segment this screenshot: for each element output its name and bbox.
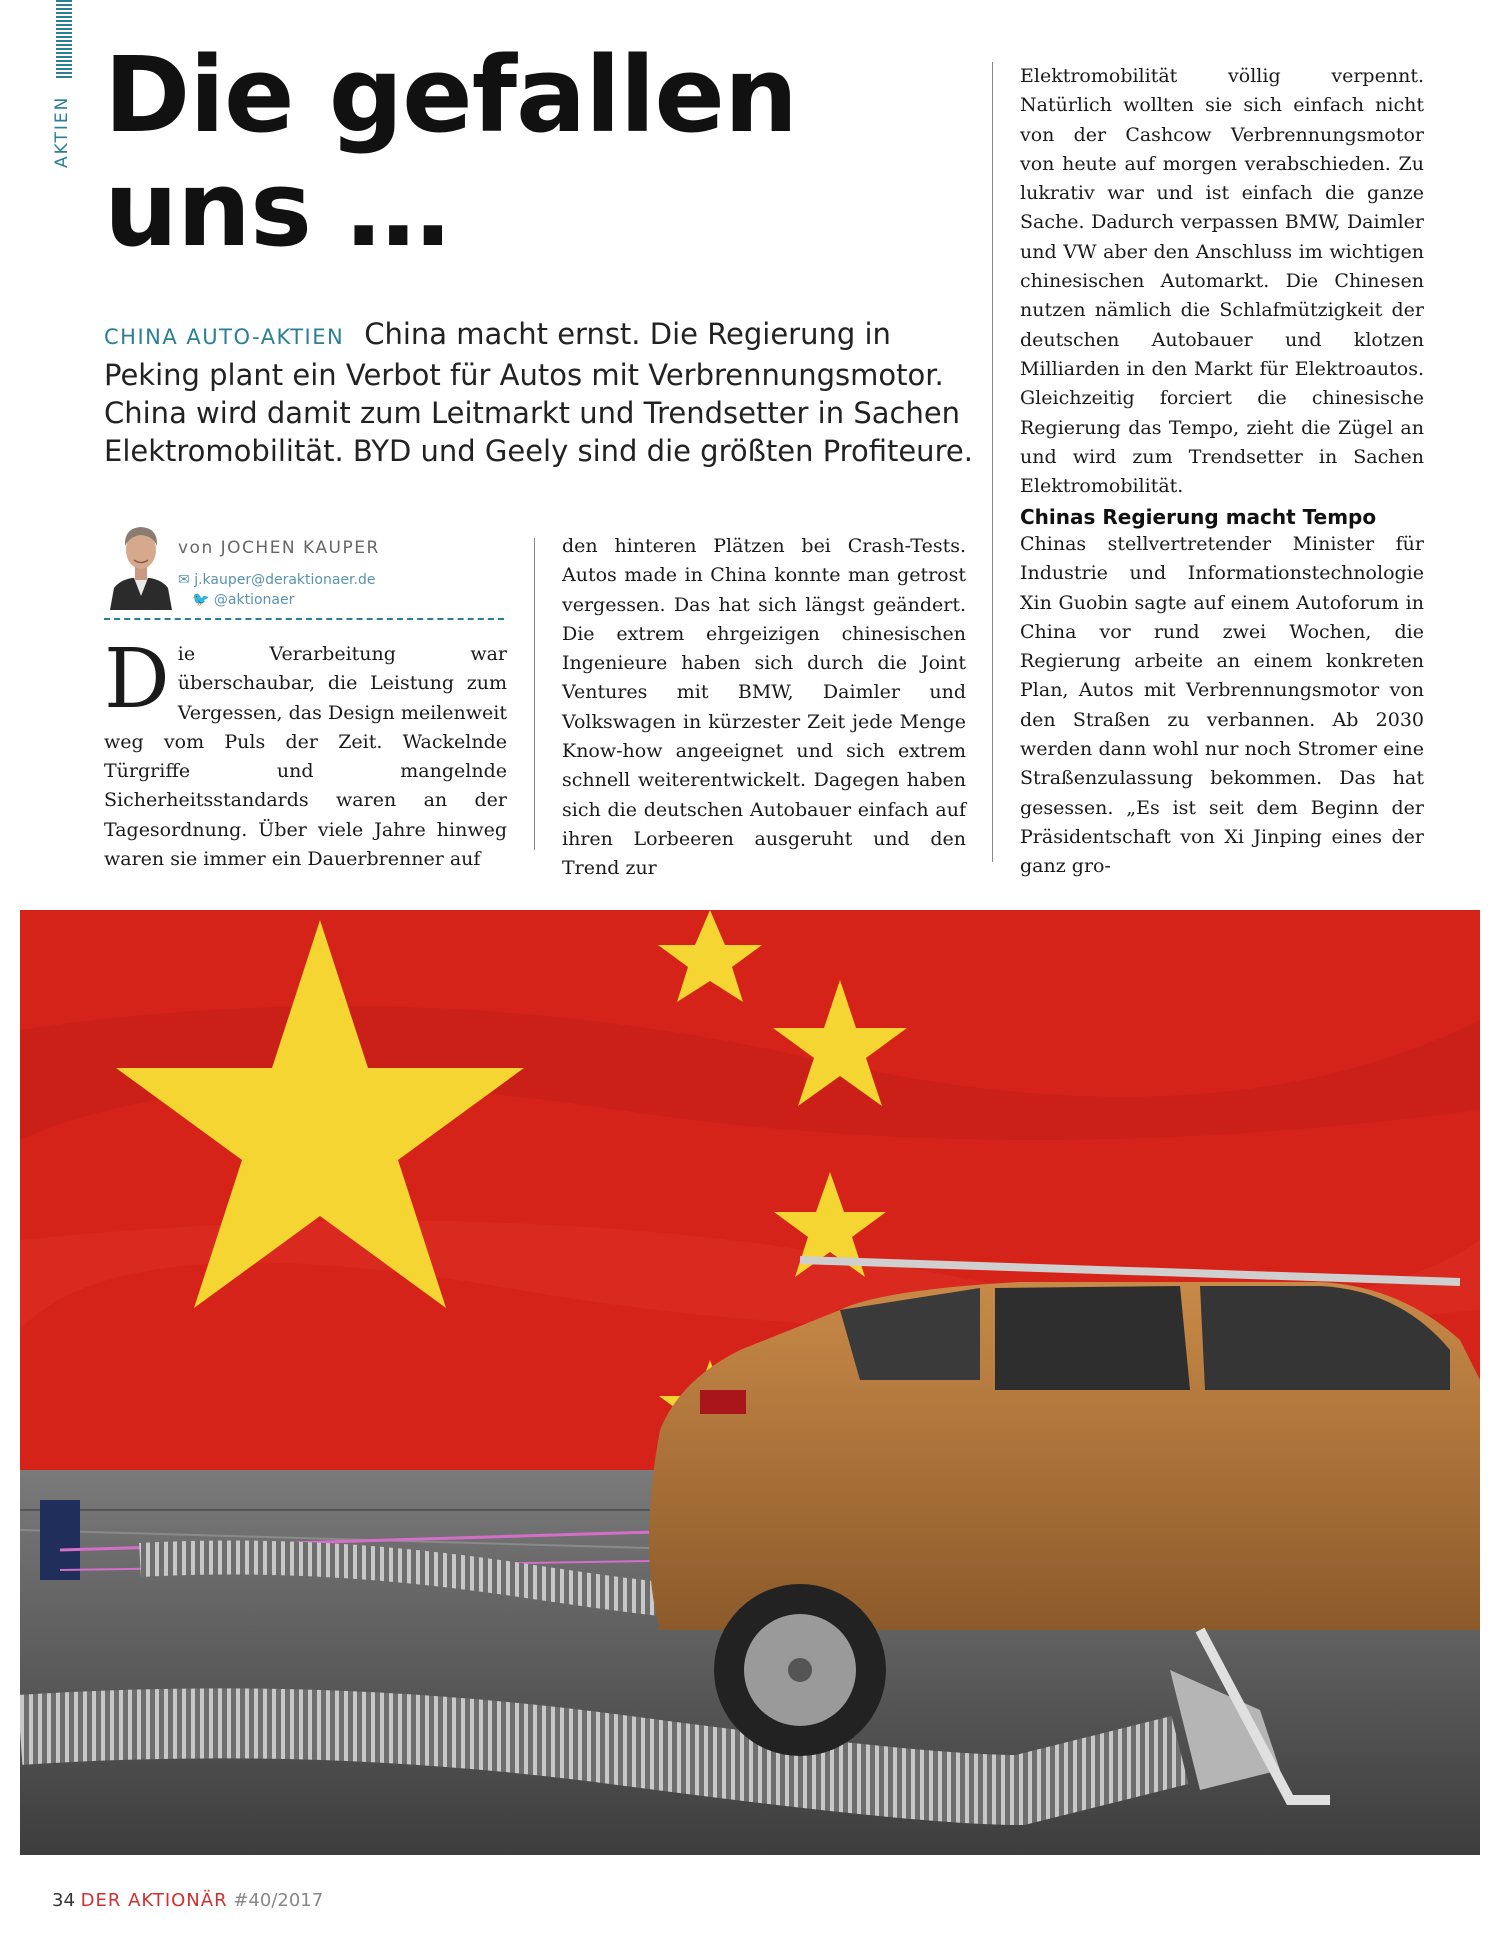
twitter-bird-icon: 🐦 bbox=[192, 592, 214, 608]
author-email-text: j.kauper@deraktionaer.de bbox=[194, 572, 376, 588]
author-email[interactable] bbox=[178, 572, 375, 588]
section-label: AKTIEN bbox=[52, 95, 72, 168]
byline-divider bbox=[104, 618, 504, 620]
hero-photo bbox=[20, 910, 1480, 1855]
page-number: 34 bbox=[52, 1890, 75, 1911]
body-column-2: den hinteren Plätzen bei Crash-Tests. Autos made in China konnte man getrost vergessen. Das hat sich längst geändert. Die extrem ehrgeizigen chinesischen Ingenieure haben sich durch die Joint Ventures mit BMW, Daimler und Volkswagen in kürzester Zeit jede Menge Know-how angeeignet und sich extrem schnell weiterentwickelt. Dagegen haben sich die deutschen Autobauer einfach auf ihren Lorbeeren ausgeruht und den Trend zur bbox=[562, 535, 966, 880]
mail-icon: ✉ bbox=[178, 572, 195, 588]
column-rule-2 bbox=[992, 62, 993, 862]
author-photo bbox=[108, 518, 174, 610]
column-rule-1 bbox=[534, 538, 535, 850]
lead-paragraph bbox=[104, 315, 984, 470]
page-footer bbox=[52, 1890, 323, 1911]
author-byline bbox=[104, 516, 504, 616]
subheading: Chinas Regierung macht Tempo bbox=[1020, 505, 1377, 529]
lead-text: China macht ernst. Die Regierung in Peking plant ein Verbot für Autos mit Verbrennungsmotor. China wird damit zum Leitmarkt und Trendsetter in Sachen Elektromobilität. BYD und Geely sind die größten Profiteure. bbox=[104, 317, 973, 468]
body-column-3: Elektromobilität völlig verpennt. Natürlich wollten sie sich einfach nicht von der Cashcow Verbrennungsmotor von heute auf morgen verabschieden. Zu lukrativ war und ist einfach die ganze Sache. Dadurch verpassen BMW, Daimler und VW aber den Anschluss im wichtigen chinesischen Automarkt. Die Chinesen nutzen nämlich die Schlafmützigkeit der deutschen Autobauer und klotzen Milliarden in den Markt für Elektroautos. Gleichzeitig forciert die chinesische Regierung das Tempo, zieht die Zügel an und wird zum Trendsetter in Sachen Elektromobilität. bbox=[1020, 65, 1424, 498]
lead-kicker: CHINA AUTO-AKTIEN bbox=[104, 325, 345, 349]
headline: Die gefallen uns … bbox=[104, 34, 797, 270]
body-column-1-text: ie Verarbeitung war überschaubar, die Leistung zum Vergessen, das Design meilenweit weg vom Puls der Zeit. Wackelnde Türgriffe und mangelnde Sicherheitsstandards waren an der Tagesordnung. Über viele Jahre hinweg waren sie immer ein Dauerbrenner auf bbox=[104, 643, 507, 871]
section-tab-bars bbox=[56, 0, 72, 80]
author-twitter[interactable] bbox=[192, 592, 294, 608]
author-twitter-text: @aktionaer bbox=[213, 592, 295, 608]
magazine-brand: DER AKTIONÄR bbox=[80, 1890, 228, 1911]
issue-number: #40/2017 bbox=[233, 1890, 324, 1911]
body-column-4: Chinas stellvertretender Minister für Industrie und Informationstechnologie Xin Guobin sagte auf einem Autoforum in China vor rund zwei Wochen, die Regierung arbeite an einem konkreten Plan, Autos mit Verbrennungsmotor von den Straßen zu verbannen. Ab 2030 werden dann wohl nur noch Stromer eine Straßenzulassung bekommen. Das hat gesessen. „Es ist seit dem Beginn der Präsidentschaft von Xi Jinping eines der ganz gro- bbox=[1020, 533, 1424, 878]
section-tab bbox=[52, 0, 76, 170]
dropcap: D bbox=[104, 632, 170, 727]
byline-author: von JOCHEN KAUPER bbox=[178, 538, 380, 558]
body-column-1 bbox=[104, 632, 507, 874]
